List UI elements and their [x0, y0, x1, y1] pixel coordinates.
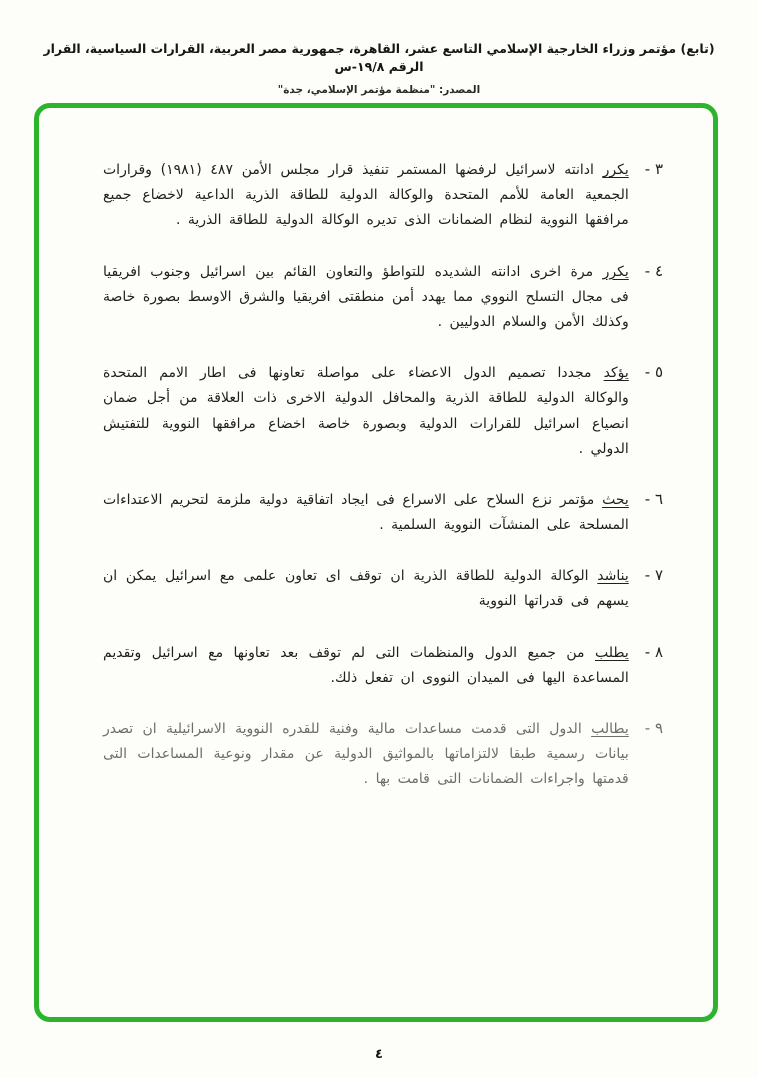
item-body-text: مرة اخرى ادانته الشديده للتواطؤ والتعاون القائم بين اسرائيل وجنوب افريقيا فى مجال التسلح النووي مما يهدد أمن منطقتى افريقيا والشرق الاوسط بصورة خاصة وكذلك الأمن والسلام الدوليين .: [103, 263, 629, 330]
item-body-text: الوكالة الدولية للطاقة الذرية ان توقف اى تعاون علمى مع اسرائيل يمكن ان يسهم فى قدراتها النووية: [103, 568, 629, 610]
list-item: [103, 361, 663, 462]
list-item: [103, 564, 663, 614]
item-text: [103, 717, 629, 793]
item-number: ٧ -: [644, 566, 663, 585]
item-body-text: مجددا تصميم الدول الاعضاء على مواصلة تعاونها فى اطار الامم المتحدة والوكالة الدولية للطاقة الذرية والمحافل الدولية الاخرى ذات العلاقة من أجل ضمان انصياع اسرائيل للقرارات الدولية وبصورة خاصة اخضاع مرافقها النووية للتفتيش الدولي .: [103, 365, 629, 457]
item-number: ٥ -: [644, 363, 663, 382]
item-lead-word: يكرر: [602, 263, 629, 280]
item-text: [103, 488, 629, 538]
item-lead-word: يناشد: [597, 568, 629, 585]
item-body-text: مؤتمر نزع السلاح على الاسراع فى ايجاد اتفاقية دولية ملزمة لتحريم الاعتداءات المسلحة على المنشآت النووية السلمية .: [103, 491, 629, 534]
item-lead-word: يكرر: [602, 162, 629, 178]
item-number: ٤ -: [644, 261, 663, 280]
item-text: [103, 641, 629, 691]
item-lead-word: يحث: [602, 491, 629, 508]
item-number: ٦ -: [644, 489, 663, 508]
item-text: [103, 361, 629, 462]
item-text: [103, 158, 629, 234]
item-body-text: ادانته لاسرائيل لرفضها المستمر تنفيذ قرار مجلس الأمن ٤٨٧ (١٩٨١) وقرارات الجمعية العامة للأمم المتحدة والوكالة الدولية للطاقة الذرية الداعية لاخضاع جميع مرافقها النووية لنظام الضمانات الذى تديره الوكالة الدولية للطاقة الذرية .: [103, 162, 629, 229]
header-source: المصدر: "منظمة مؤتمر الإسلامي، جدة": [277, 84, 481, 96]
resolution-items: [39, 108, 713, 793]
list-item: [103, 488, 663, 538]
page-number: ٤: [375, 1047, 383, 1062]
item-lead-word: يطالب: [591, 721, 629, 737]
item-lead-word: يطلب: [594, 644, 629, 661]
item-body-text: الدول التى قدمت مساعدات مالية وفنية للقدره النووية الاسرائيلية ان تصدر بيانات رسمية طبقا لالتزاماتها بالمواثيق الدولية عن مقدار ونوعية المساعدات التى قدمتها واجراءات الضمانات التى قامت بها .: [103, 721, 629, 788]
item-number: ٩ -: [644, 719, 663, 737]
list-item: [103, 641, 663, 691]
item-number: ٣ -: [644, 160, 663, 178]
item-text: [103, 564, 629, 614]
list-item: [103, 717, 663, 793]
item-number: ٨ -: [644, 642, 663, 661]
list-item: [103, 158, 663, 234]
content-frame: [34, 103, 718, 1022]
item-text: [103, 260, 629, 336]
item-lead-word: يؤكد: [603, 365, 629, 382]
list-item: [103, 260, 663, 336]
header-title: (تابع) مؤتمر وزراء الخارجية الإسلامي التاسع عشر، القاهرة، جمهورية مصر العربية، القرارات السياسية، القرار الرقم ١٩/٨-س: [43, 41, 715, 74]
item-body-text: من جميع الدول والمنظمات التى لم توقف بعد تعاونها مع اسرائيل وتقديم المساعدة اليها فى الميدان النووى ان تفعل ذلك.: [103, 644, 629, 686]
document-header: [0, 40, 758, 96]
